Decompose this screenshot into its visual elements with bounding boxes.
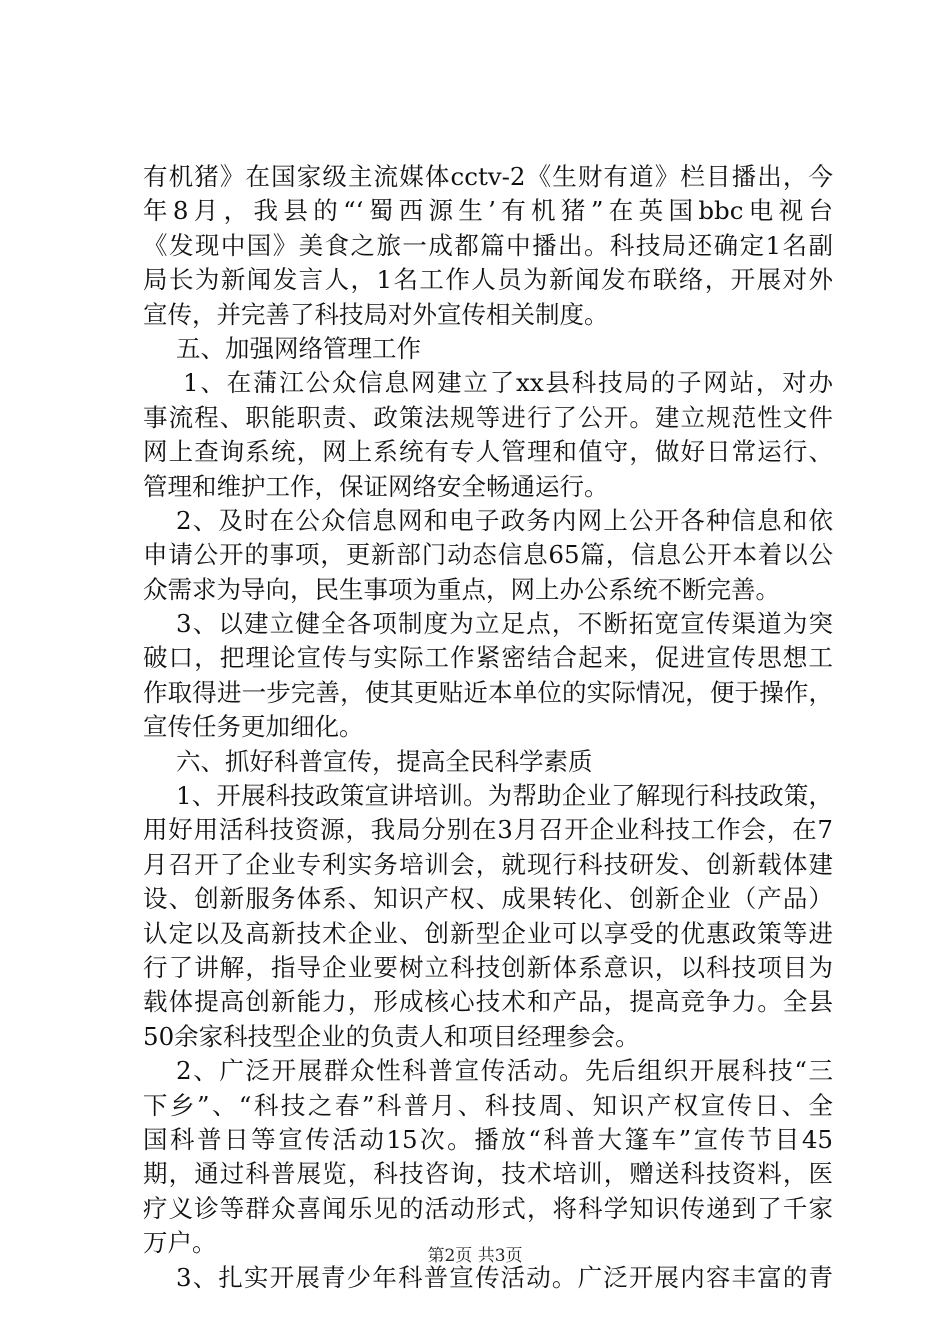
text-line: 2、及时在公众信息网和电子政务内网上公开各种信息和依 [176, 505, 833, 535]
text-line: 2、广泛开展群众性科普宣传活动。先后组织开展科技“三 [176, 1056, 833, 1086]
text-line: 3、扎实开展青少年科普宣传活动。广泛开展内容丰富的青 [176, 1262, 833, 1292]
text-line: 破口，把理论宣传与实际工作紧密结合起来，促进宣传思想工 [143, 643, 833, 673]
section-heading: 六、抓好科普宣传，提高全民科学素质 [176, 746, 593, 776]
text-line: 月召开了企业专利实务培训会，就现行科技研发、创新载体建 [143, 849, 833, 879]
text-line: 认定以及高新技术企业、创新型企业可以享受的优惠政策等进 [143, 918, 833, 948]
section-heading: 五、加强网络管理工作 [176, 333, 421, 363]
text-line: 设、创新服务体系、知识产权、成果转化、创新企业（产品） [143, 884, 833, 914]
text-line: 众需求为导向，民生事项为重点，网上办公系统不断完善。 [143, 574, 780, 604]
text-line: 宣传任务更加细化。 [143, 712, 364, 742]
text-line: 申请公开的事项，更新部门动态信息65篇，信息公开本着以公 [143, 540, 833, 570]
text-line: 1、开展科技政策宣讲培训。为帮助企业了解现行科技政策， [176, 781, 833, 811]
text-line: 1、在蒲江公众信息网建立了xx县科技局的子网站，对办 [183, 368, 833, 398]
text-line: 事流程、职能职责、政策法规等进行了公开。建立规范性文件 [143, 402, 833, 432]
text-line: 年8月，我县的“‘蜀西源生’有机猪”在英国bbc电视台 [143, 196, 833, 226]
text-line: 50余家科技型企业的负责人和项目经理参会。 [143, 1021, 640, 1051]
text-line: 3、以建立健全各项制度为立足点，不断拓宽宣传渠道为突 [176, 609, 833, 639]
document-body [143, 160, 833, 1295]
text-line: 国科普日等宣传活动15次。播放“科普大篷车”宣传节目45 [143, 1124, 833, 1154]
text-line: 载体提高创新能力，形成核心技术和产品，提高竞争力。全县 [143, 987, 833, 1017]
page-number: 第2页 共3页 [427, 1246, 523, 1266]
text-line: 管理和维护工作，保证网络安全畅通运行。 [143, 471, 609, 501]
text-line: 期，通过科普展览，科技咨询，技术培训，赠送科技资料，医 [143, 1159, 833, 1189]
text-line: 宣传，并完善了科技局对外宣传相关制度。 [143, 299, 609, 329]
text-line: 下乡”、“科技之春”科普月、科技周、知识产权宣传日、全 [143, 1090, 833, 1120]
text-line: 行了讲解，指导企业要树立科技创新体系意识，以科技项目为 [143, 952, 833, 982]
text-line: 局长为新闻发言人，1名工作人员为新闻发布联络，开展对外 [143, 265, 833, 295]
text-line: 《发现中国》美食之旅一成都篇中播出。科技局还确定1名副 [143, 230, 833, 260]
text-line: 用好用活科技资源，我局分别在3月召开企业科技工作会，在7 [143, 815, 833, 845]
page-footer [0, 1244, 950, 1268]
text-line: 作取得进一步完善，使其更贴近本单位的实际情况，便于操作， [143, 677, 833, 707]
text-line: 疗义诊等群众喜闻乐见的活动形式，将科学知识传递到了千家 [143, 1193, 833, 1223]
text-line: 有机猪》在国家级主流媒体cctv-2《生财有道》栏目播出，今 [143, 162, 833, 191]
text-line: 网上查询系统，网上系统有专人管理和值守，做好日常运行、 [143, 437, 833, 467]
text-line: 万户。 [143, 1228, 217, 1258]
